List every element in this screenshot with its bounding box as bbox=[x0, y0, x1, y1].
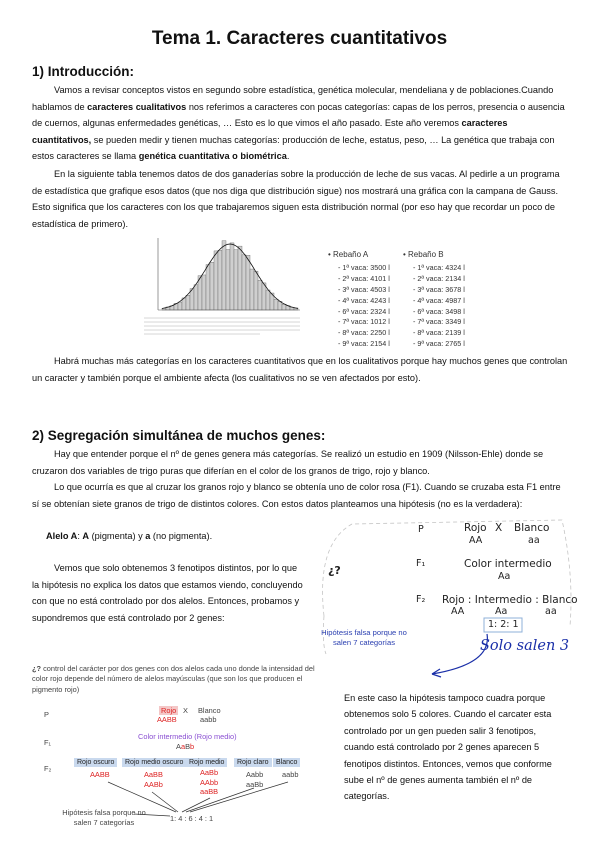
d2-f2-label: F₂ bbox=[44, 764, 52, 773]
histogram-bar bbox=[238, 246, 242, 310]
histogram-bar bbox=[234, 250, 238, 310]
section-1-paragraph-3: Habrá muchas más categorías en los caracteres cuantitativos que en los cualitativos porque hay muchos genes que controlan un caracter y también porque el ambiente afecta (los cualitativos no se ven afectados por esto). bbox=[32, 356, 568, 383]
histogram-bar bbox=[254, 271, 258, 310]
histogram-bar bbox=[226, 249, 230, 310]
section-1-paragraph-2: En la siguiente tabla tenemos datos de dos ganaderías sobre la producción de leche de sus vacas. Al pedirle a un programa de estadística que grafique esos datos (que nos diga que distribución sigue) nos mostrará una gráfica con la campana de Gauss. Esto significa que los caracteres con los que trabajaremos siguen esta distribución normal (por eso hay que recordar un poco de estadística de primero). bbox=[32, 169, 560, 229]
d1-solo-salen-3: Solo salen 3 bbox=[480, 638, 570, 654]
d2-p-label: P bbox=[44, 710, 49, 719]
histogram-bar bbox=[206, 265, 210, 310]
page-title: Tema 1. Caracteres cuantitativos bbox=[151, 28, 448, 49]
d2-aabb-parent: AABB bbox=[157, 715, 177, 724]
monogenic-cross-diagram bbox=[312, 514, 580, 694]
section-1-heading: 1) Introducción: bbox=[32, 64, 134, 79]
d1-aa-upper: AA bbox=[469, 535, 483, 546]
d1-f1-phenotype: Color intermedio bbox=[464, 558, 552, 570]
d1-rojo: Rojo bbox=[464, 522, 487, 534]
rebano-b-items bbox=[403, 263, 465, 350]
histogram-bar bbox=[258, 280, 262, 310]
list-item: - 3ª vaca: 4503 l bbox=[338, 284, 390, 294]
rebano-a-list: • Rebaño A - 1ª vaca: 3500 l - 2ª vaca: 4101 l - 3ª vaca: 4503 l - 4ª vaca: 4243 l - 6ª vaca: 2324 l - 7ª vaca: 1012 l - 8ª vaca: 2250 l - 9ª vaca: 2154 l bbox=[328, 250, 390, 349]
histogram-bar bbox=[178, 302, 182, 310]
histogram-bar bbox=[266, 290, 270, 310]
list-item: - 2ª vaca: 4101 l bbox=[338, 273, 390, 283]
d1-f2-geno-3: aa bbox=[545, 606, 557, 617]
d2-f1-genotype: AaBb bbox=[176, 742, 195, 751]
section-2-paragraph-4: En este caso la hipótesis tampoco cuadra porque obtenemos solo 5 colores. Cuando el carcater esta controlado por un gen pueden salir 3 fenotipos, cuando está controlado por 2 genes aparecen 5 fenotipos distintos. Entonces, vemos que conforme sube el nº de genes aumenta también el nº de categorías. bbox=[344, 693, 552, 802]
histogram-figure bbox=[140, 234, 308, 342]
d2-pill-1: Rojo oscuro bbox=[74, 758, 117, 767]
list-item: - 1ª vaca: 3500 l bbox=[338, 262, 390, 272]
d1-f2-geno-1: AA bbox=[451, 606, 465, 617]
list-item: Aabb bbox=[246, 770, 264, 779]
histogram-bar bbox=[242, 255, 246, 310]
d1-blanco: Blanco bbox=[514, 522, 550, 534]
rebano-b-list: • Rebaño B - 1ª vaca: 4324 l - 2ª vaca: 2134 l - 3ª vaca: 3678 l - 4ª vaca: 4987 l - 6ª vaca: 3498 l - 7ª vaca: 3349 l - 8ª vaca: 2139 l - 9ª vaca: 2765 l bbox=[403, 250, 465, 349]
section-2-paragraph-3: Vemos que solo obtenemos 3 fenotipos distintos, por lo que la hipótesis no explica los datos que estamos viendo, concluyendo con que no está controlado por dos alelos. Entonces, probamos y supondremos que está controlado por 2 genes: bbox=[32, 563, 303, 623]
list-item: AAbb bbox=[200, 777, 219, 787]
d1-p-label: P bbox=[418, 524, 424, 535]
d1-question: ¿? bbox=[328, 564, 341, 577]
list-item: aaBb bbox=[246, 779, 264, 789]
histogram-bar bbox=[210, 262, 214, 310]
d2-note: Hipótesis falsa porque no salen 7 categorías bbox=[62, 808, 146, 827]
list-item: - 2ª vaca: 2134 l bbox=[413, 273, 465, 283]
section-1-paragraph-1: Vamos a revisar conceptos vistos en segundo sobre estadística, genética molecular, mendeliana y de poblaciones.Cuando hablamos de caracteres cualitativos nos referimos a caracteres con pocas categorías: capas de los perros, presencia o ausencia de cuernos, algunas enfermedades genéticas, … Esto es lo que vimos el año pasado. Este año veremos caracteres cuantitativos, se pueden medir y tienen muchas categorías: producción de leche, estatus, peso, … La genética que trabaja con estos caracteres se llama genética cuantitativa o biométrica. bbox=[32, 85, 565, 162]
digenic-cross-diagram bbox=[26, 664, 316, 839]
histogram-bar bbox=[250, 269, 254, 310]
d2-pill-5: Blanco bbox=[273, 758, 300, 767]
histogram-bar bbox=[202, 275, 206, 310]
list-item: AABb bbox=[144, 779, 163, 789]
d2-x: X bbox=[183, 706, 188, 715]
alelo-definition: Alelo A: A (pigmenta) y a (no pigmenta). bbox=[46, 531, 213, 541]
d1-f1-label: F₁ bbox=[416, 558, 426, 569]
list-item: - 4ª vaca: 4987 l bbox=[413, 295, 465, 305]
d2-rojo: Rojo bbox=[161, 706, 177, 715]
histogram-bar bbox=[214, 251, 218, 310]
histogram-bar bbox=[230, 243, 234, 310]
histogram-bar bbox=[186, 295, 190, 310]
list-item: - 9ª vaca: 2765 l bbox=[413, 339, 465, 349]
list-item: - 4ª vaca: 4243 l bbox=[338, 295, 390, 305]
d1-f2-phenotypes: Rojo : Intermedio : Blanco bbox=[442, 594, 578, 606]
list-item: AaBb bbox=[200, 768, 219, 777]
list-item: - 6ª vaca: 3498 l bbox=[413, 306, 465, 316]
d2-aabb-white: aabb bbox=[200, 715, 217, 724]
d1-f1-genotype: Aa bbox=[498, 571, 511, 582]
histogram-bar bbox=[274, 299, 278, 310]
list-item: - 3ª vaca: 3678 l bbox=[413, 284, 465, 294]
d1-f2-geno-2: Aa bbox=[495, 606, 508, 617]
section-2-paragraph-1: Hay que entender porque el nº de genes genera más categorías. Se realizó un estudio en 1909 (Nilsson-Ehle) donde se cruzaron dos variables de trigo puras que diferían en el color de los granos de trigo, rojo y blanco. bbox=[32, 449, 544, 476]
list-item: - 8ª vaca: 2250 l bbox=[338, 328, 390, 338]
list-item: aaBB bbox=[200, 787, 219, 796]
d2-pill-4: Rojo claro bbox=[234, 758, 272, 767]
list-item: - 7ª vaca: 1012 l bbox=[338, 317, 390, 327]
list-item: - 9ª vaca: 2154 l bbox=[338, 339, 390, 349]
d2-pill-3: Rojo medio bbox=[186, 758, 227, 767]
section-2-paragraph-2: Lo que ocurría es que al cruzar los granos rojo y blanco se obtenía uno de color rosa (F1). Cuando se cruzaba esta F1 entre sí se obtenían siete granos de trigo de distintos colores. Con estos datos planteamos una hipótesis (no es la verdadera): bbox=[32, 482, 561, 509]
histogram-bar bbox=[262, 283, 266, 310]
list-item: - 6ª vaca: 2324 l bbox=[338, 306, 390, 316]
d1-note: Hipótesis falsa porque no salen 7 categorías bbox=[321, 628, 407, 647]
d2-ratio: 1: 4 : 6 : 4 : 1 bbox=[170, 814, 214, 823]
d2-hypothesis: ¿? control del carácter por dos genes con dos alelos cada uno donde la intensidad del color rojo depende del número de alelos mayúsculas (que son los que producen el pigmento rojo) bbox=[32, 664, 315, 694]
d2-blanco: Blanco bbox=[198, 706, 221, 715]
list-item: AaBB bbox=[144, 770, 163, 779]
section-2-heading: 2) Segregación simultánea de muchos genes: bbox=[32, 428, 326, 443]
d2-pill-2: Rojo medio oscuro bbox=[122, 758, 186, 767]
d1-ratio: 1: 2: 1 bbox=[488, 619, 519, 630]
histogram-bar bbox=[194, 285, 198, 310]
list-item: AABB bbox=[90, 770, 110, 779]
d1-aa-lower: aa bbox=[528, 535, 540, 546]
rebano-a-items bbox=[328, 263, 390, 350]
histogram-bar bbox=[222, 241, 226, 310]
list-item: - 8ª vaca: 2139 l bbox=[413, 328, 465, 338]
d2-f1-label: F₁ bbox=[44, 738, 52, 747]
d2-f1-phenotype: Color intermedio (Rojo medio) bbox=[138, 732, 237, 741]
d1-f2-label: F₂ bbox=[416, 594, 426, 605]
histogram-bar bbox=[218, 250, 222, 310]
histogram-bar bbox=[246, 255, 250, 310]
list-item: - 1ª vaca: 4324 l bbox=[413, 262, 465, 272]
d1-x: X bbox=[495, 522, 503, 534]
list-item: - 7ª vaca: 3349 l bbox=[413, 317, 465, 327]
list-item: aabb bbox=[282, 770, 299, 779]
histogram-bar bbox=[282, 304, 286, 310]
